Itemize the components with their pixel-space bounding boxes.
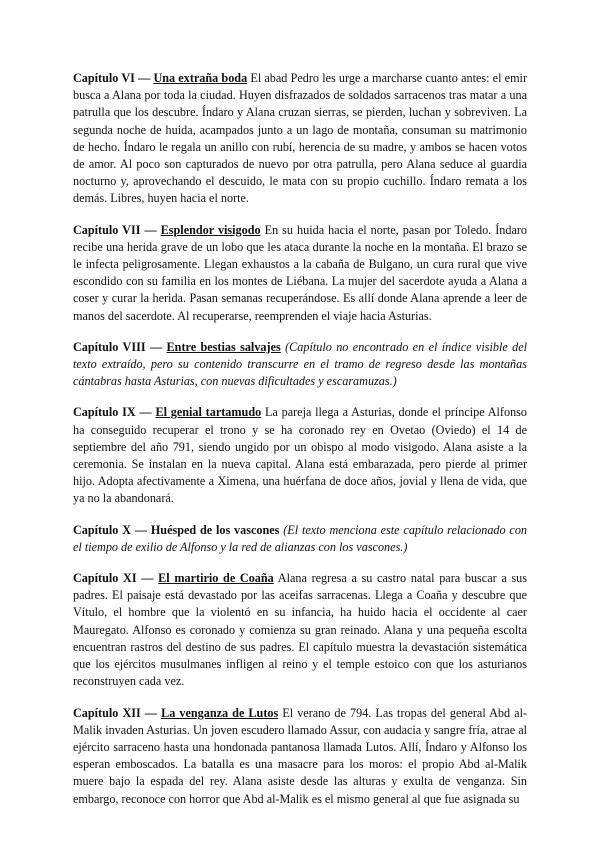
chapter-9-number: Capítulo IX — (73, 405, 152, 420)
chapter-6-paragraph (73, 70, 527, 208)
chapter-7-number: Capítulo VII — (73, 222, 157, 237)
chapter-12-title: La venganza de Lutos (161, 705, 279, 720)
chapter-9-body: La pareja llega a Asturias, donde el príncipe Alfonso ha conseguido recuperar el trono y se ha coronado rey en Ovetao (Oviedo) el 14 de septiembre del año 791, siendo ungido por un obispo al modo visigodo. Alana asiste a la ceremonia. Se instalan en la nueva capital. Alana está embarazada, pero pierde al primer hijo. Adopta afectivamente a Ximena, una huérfana de doce años, jovial y llena de vida, que ya no la abandonará. (73, 405, 528, 506)
chapter-12-paragraph (73, 705, 527, 808)
chapter-10-paragraph (73, 522, 527, 556)
chapter-12-body: El verano de 794. Las tropas del general Abd al-Malik invaden Asturias. Un joven escudero llamado Assur, con audacia y sangre fría, atrae al ejército sarraceno hasta una hondonada pantanosa llamada Lutos. Allí, Índaro y Alfonso los esperan emboscados. La batalla es una masacre para los moros: el propio Abd al-Malik muere bajo la espada del rey. Alana asiste desde las alturas y exulta de venganza. Sin embargo, reconoce con horror que Abd al-Malik es el mismo general al que fue asignada su (73, 705, 528, 806)
chapter-10-note: (El texto menciona este capítulo relacionado con el tiempo de exilio de Alfonso y la red de alianzas con los vascones.) (73, 522, 528, 554)
chapter-7-paragraph (73, 222, 527, 325)
chapter-9-title: El genial tartamudo (155, 405, 262, 420)
chapter-6-title: Una extraña boda (153, 71, 248, 85)
chapter-10-number: Capítulo X — (73, 522, 147, 537)
chapter-8-note: (Capítulo no encontrado en el índice visible del texto extraído, pero su contenido transcurre en el tramo de regreso desde las montañas cántabras hasta Asturias, con nuevas dificultades y escaramuzas.) (73, 339, 528, 389)
chapter-8-paragraph (73, 339, 527, 391)
chapter-11-number: Capítulo XI — (73, 571, 154, 586)
chapter-10-title: Huésped de los vascones (150, 522, 280, 537)
chapter-9-paragraph (73, 404, 527, 507)
chapter-12-number: Capítulo XII — (73, 705, 157, 720)
chapter-6-number: Capítulo VI — (73, 71, 151, 85)
chapter-7-body: En su huida hacia el norte, pasan por Toledo. Índaro recibe una herida grave de un lobo que les ataca durante la noche en la montaña. El brazo se le infecta peligrosamente. Llegan exhaustos a la cabaña de Bulgano, un cura rural que vive escondido con su familia en los montes de Liébana. La mujer del sacerdote ayuda a Alana a coser y curar la herida. Pasan semanas recuperándose. Es allí donde Alana aprende a leer de manos del sacerdote. Al recuperarse, reemprenden el viaje hacia Asturias. (73, 222, 528, 323)
chapter-11-paragraph (73, 570, 527, 690)
document-body (73, 70, 527, 822)
chapter-11-title: El martirio de Coaña (158, 571, 274, 586)
chapter-8-title: Entre bestias salvajes (166, 339, 281, 354)
chapter-11-body: Alana regresa a su castro natal para buscar a sus padres. El paisaje está devastado por las aceifas sarracenas. Llega a Coaña y descubre que Vítulo, el hombre que la violentó en su infancia, ha huido hacia el occidente al caer Mauregato. Alfonso es coronado y comienza su gran reinado. Alana y una pequeña escolta encuentran rastros del destino de sus padres. El capítulo muestra la devastación sistemática que los ejércitos musulmanes infligen al reino y el temple estoico con que los asturianos reconstruyen cada vez. (73, 571, 528, 689)
chapter-7-title: Esplendor visigodo (160, 222, 261, 237)
chapter-6-body: El abad Pedro les urge a marcharse cuanto antes: el emir busca a Alana por toda la ciudad. Huyen disfrazados de soldados sarracenos tras matar a una patrulla que los descubre. Índaro y Alana cruzan sierras, se pierden, luchan y sobreviven. La segunda noche de huida, acampados junto a un lago de montaña, consuman su matrimonio de hecho. Índaro le regala un anillo con rubí, herencia de su madre, y ambos se hacen votos de amor. Al poco son capturados de nuevo por otra patrulla, pero Alana seduce al guardia nocturno y, aprovechando el descuido, le mata con su propio cuchillo. Índaro remata a los demás. Libres, huyen hacia el norte. (73, 71, 527, 206)
chapter-8-number: Capítulo VIII — (73, 339, 163, 354)
